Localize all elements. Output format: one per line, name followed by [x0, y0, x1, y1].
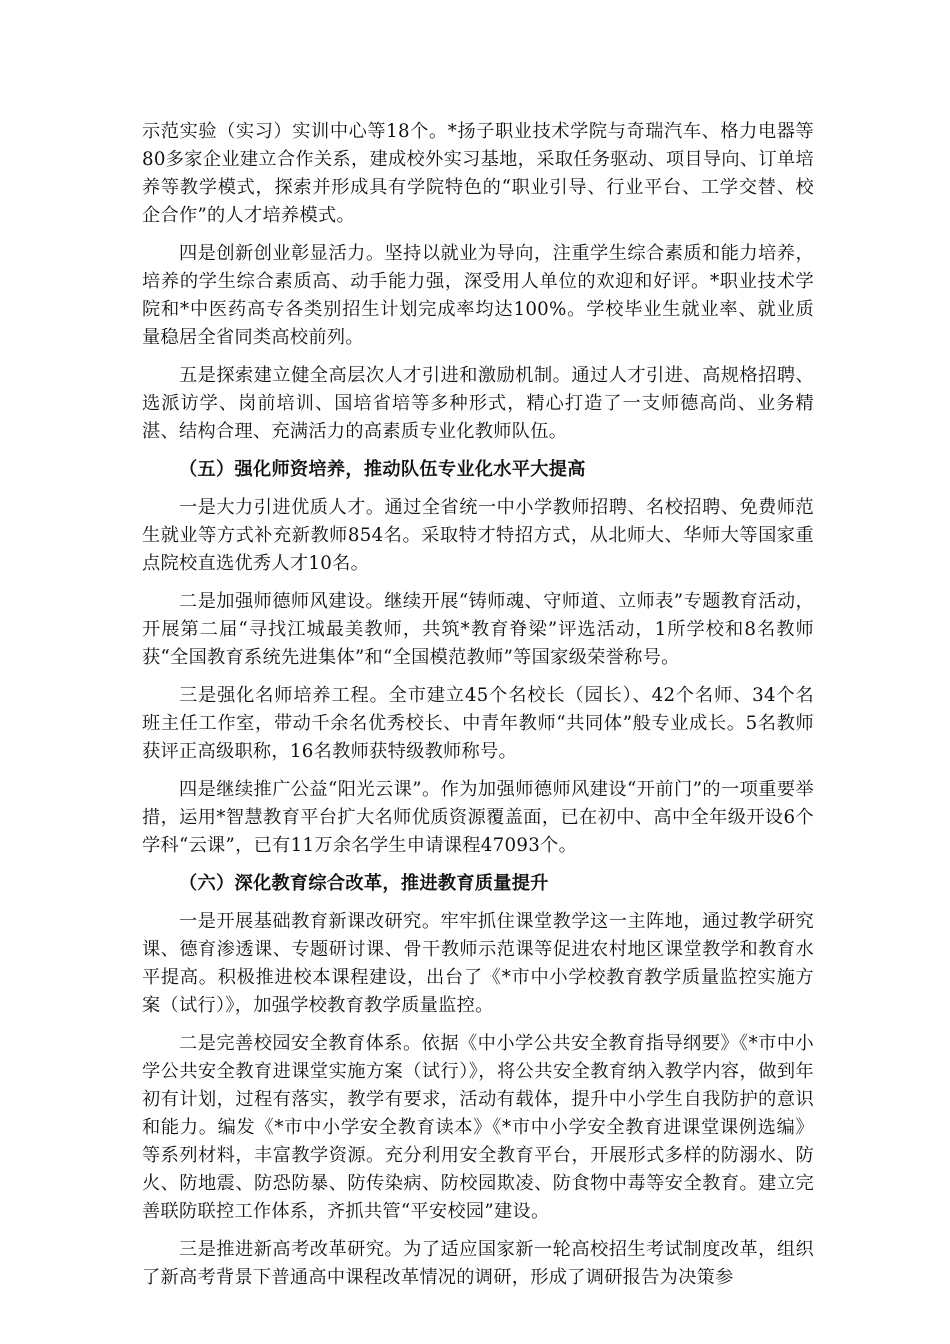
paragraph-curriculum-reform: 一是开展基础教育新课改研究。牢牢抓住课堂教学这一主阵地，通过教学研究课、德育渗透课、专题研讨课、骨干教师示范课等促进农村地区课堂教学和教育水平提高。积极推进校本课程建设，出台了《*市中小学校教育教学质量监控实施方案（试行）》，加强学校教育教学质量监控。 — [142, 911, 814, 1016]
section-heading-6: （六）深化教育综合改革，推进教育质量提升 — [179, 873, 549, 894]
paragraph-famous-teachers: 三是强化名师培养工程。全市建立45个名校长（园长）、42个名师、34个名班主任工作室，带动千余名优秀校长、中青年教师“共同体”般专业成长。5名教师获评正高级职称，16名教师获特级教师称号。 — [142, 685, 814, 762]
document-page — [142, 118, 814, 1302]
paragraph-innovation: 四是创新创业彰显活力。坚持以就业为导向，注重学生综合素质和能力培养，培养的学生综合素质高、动手能力强，深受用人单位的欢迎和好评。*职业技术学院和*中医药高专各类别招生计划完成率均达100%。学校毕业生就业率、就业质量稳居全省同类高校前列。 — [142, 243, 814, 348]
paragraph-safety-education: 二是完善校园安全教育体系。依据《中小学公共安全教育指导纲要》《*市中小学公共安全教育进课堂实施方案（试行）》，将公共安全教育纳入教学内容，做到年初有计划，过程有落实，教学有要求，活动有载体，提升中小学生自我防护的意识和能力。编发《*市中小学安全教育读本》《*市中小学安全教育进课堂课例选编》等系列材料，丰富教学资源。充分利用安全教育平台，开展形式多样的防溺水、防火、防地震、防恐防暴、防传染病、防校园欺凌、防食物中毒等安全教育。建立完善联防联控工作体系，齐抓共管“平安校园”建设。 — [142, 1033, 814, 1222]
paragraph-talent-mechanism: 五是探索建立健全高层次人才引进和激励机制。通过人才引进、高规格招聘、选派访学、岗前培训、国培省培等多种形式，精心打造了一支师德高尚、业务精湛、结构合理、充满活力的高素质专业化教师队伍。 — [142, 365, 814, 442]
paragraph-cloud-class: 四是继续推广公益“阳光云课”。作为加强师德师风建设“开前门”的一项重要举措，运用*智慧教育平台扩大名师优质资源覆盖面，已在初中、高中全年级开设6个学科“云课”，已有11万余名学生申请课程47093个。 — [142, 779, 814, 856]
section-heading-5: （五）强化师资培养，推动队伍专业化水平大提高 — [179, 459, 586, 480]
paragraph-ethics: 二是加强师德师风建设。继续开展“铸师魂、守师道、立师表”专题教育活动，开展第二届“寻找江城最美教师，共筑*教育脊梁”评选活动，1所学校和8名教师获“全国教育系统先进集体”和“全国模范教师”等国家级荣誉称号。 — [142, 591, 814, 668]
paragraph-recruit: 一是大力引进优质人才。通过全省统一中小学教师招聘、名校招聘、免费师范生就业等方式补充新教师854名。采取特才特招方式，从北师大、华师大等国家重点院校直选优秀人才10名。 — [142, 497, 814, 574]
paragraph-continuation: 示范实验（实习）实训中心等18个。*扬子职业技术学院与奇瑞汽车、格力电器等80多家企业建立合作关系，建成校外实习基地，采取任务驱动、项目导向、订单培养等教学模式，探索并形成具有学院特色的“职业引导、行业平台、工学交替、校企合作”的人才培养模式。 — [142, 121, 814, 226]
paragraph-gaokao-reform: 三是推进新高考改革研究。为了适应国家新一轮高校招生考试制度改革，组织了新高考背景下普通高中课程改革情况的调研，形成了调研报告为决策参 — [142, 1239, 814, 1288]
